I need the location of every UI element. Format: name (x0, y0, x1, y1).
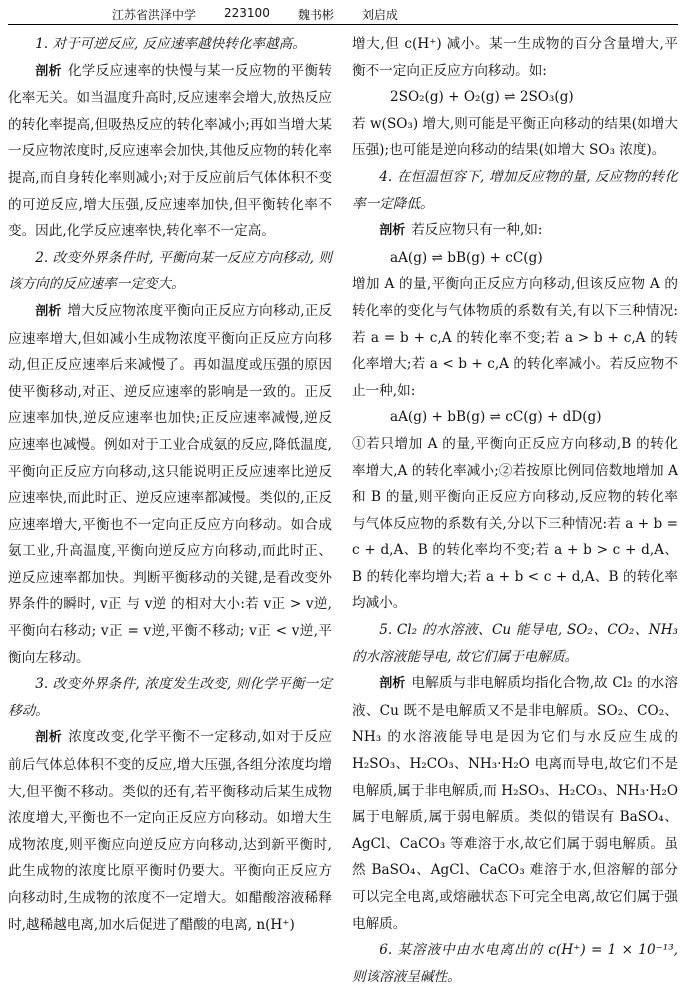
analysis-3-continued: 增大,但 c(H⁺) 减小。某一生成物的百分含量增大,平衡不一定向正反应方向移动。如: (352, 36, 678, 79)
statement-2: 2. 改变外界条件时, 平衡向某一反应方向移动, 则该方向的反应速率一定变大。 (8, 249, 332, 293)
analysis-text: 电解质与非电解质均指化合物,故 Cl₂ 的水溶液、Cu 既不是电解质又不是非电解质。SO₂、CO₂、NH₃ 的水溶液能导电是因为它们与水反应生成的 H₂SO₃、H₂CO₃、NH₃·H₂O 电离而导电,故它们不是电解质,属于非电解质,而 H₂SO₃、H₂CO₃、NH₃·H₂O 属于电解质,属于弱电解质。类似的错误有 BaSO₄、AgCl、CaCO₃ 等难溶于水,故它们属于弱电解质。虽然 BaSO₄、AgCl、CaCO₃ 难溶于水,但溶解的部分可以完全电离,或熔融状态下可完全电离,故它们属于强电解质。 (352, 675, 678, 932)
postal-code: 223100 (224, 6, 270, 20)
analysis-label: 剖析 (35, 63, 62, 79)
analysis-text: 浓度改变,化学平衡不一定移动,如对于反应前后气体总体积不变的反应,增大压强,各组分浓度均增大,但平衡不移动。类似的还有,若平衡移动后某生成物浓度增大,平衡也不一定向正反应方向移动。如增大生成物浓度,则平衡应向逆反应方向移动,达到新平衡时,此生成物的浓度比原平衡时仍要大。平衡向正反应方向移动时,生成物的浓度不一定增大。如醋酸溶液稀释时,越稀越电离,加水后促进了醋酸的电离, n(H⁺) (8, 729, 332, 933)
analysis-1 (8, 58, 332, 245)
school-name: 江苏省洪泽中学 (112, 8, 197, 22)
statement-5: 5. Cl₂ 的水溶液、Cu 能导电, SO₂、CO₂、NH₃ 的水溶液能导电, 故它们属于电解质。 (352, 622, 678, 665)
analysis-label: 剖析 (35, 303, 62, 319)
statement-3: 3. 改变外界条件, 浓度发生改变, 则化学平衡一定移动。 (8, 676, 332, 719)
author-name: 刘启成 (361, 8, 398, 22)
author-name: 魏书彬 (297, 8, 334, 22)
analysis-label: 剖析 (35, 730, 63, 746)
analysis-4-continued: 增加 A 的量,平衡向正反应方向移动,但该反应物 A 的转化率的变化与气体物质的系数有关,有以下三种情况:若 a = b + c,A 的转化率不变;若 a > b + c,A 的转化率增大;若 a < b + c,A 的转化率减小。若反应物不止一种,如: (352, 276, 678, 399)
header-rule (8, 24, 678, 25)
page-header (0, 6, 687, 24)
left-column (8, 31, 332, 938)
analysis-3-continued-2: 若 w(SO₃) 增大,则可能是平衡正向移动的结果(如增大压强);也可能是逆向移动的结果(如增大 SO₃ 浓度)。 (352, 115, 678, 159)
analysis-label: 剖析 (379, 223, 406, 239)
equation-two-reactants: aA(g) + bB(g) ⇌ cC(g) + dD(g) (390, 409, 602, 426)
right-column (352, 31, 678, 990)
statement-1: 1. 对于可逆反应, 反应速率越快转化率越高。 (35, 36, 306, 52)
analysis-2 (8, 298, 332, 671)
analysis-4-continued-2: ①若只增加 A 的量,平衡向正反应方向移动,B 的转化率增大,A 的转化率减小;②若按原比例同倍数地增加 A 和 B 的量,则平衡向正反应方向移动,反应物的转化率与气体反应物的系数有关,分以下三种情况:若 a + b = c + d,A、B 的转化率均不变;若 a + b > c + d,A、B 的转化率均增大;若 a + b < c + d,A、B 的转化率均减小。 (352, 435, 678, 612)
statement-6: 6. 某溶液中由水电离出的 c(H⁺) = 1 × 10⁻¹³, 则该溶液呈碱性。 (352, 942, 678, 985)
analysis-label: 剖析 (379, 676, 406, 692)
analysis-text: 增大反应物浓度平衡向正反应方向移动,正反应速率增大,但如减小生成物浓度平衡向正反应方向移动,但正反应速率后来减慢了。再如温度或压强的原因使平衡移动,对正、逆反应速率的影响是一致的。正反应速率加快,逆反应速率也加快;正反应速率减慢,逆反应速率也减慢。例如对于工业合成氨的反应,降低温度,平衡向正反应方向移动,这只能说明正反应速率比逆反应速率快,而此时正、逆反应速率都减慢。类似的,正反应速率增大,平衡也不一定向正反应方向移动。如合成氨工业,升高温度,平衡向逆反应方向移动,而此时正、逆反应速率都加快。判断平衡移动的关键,是看改变外界条件的瞬时, v正 与 v逆 的相对大小:若 v正 > v逆,平衡向右移动; v正 = v逆,平衡不移动; v正 < v逆,平衡向左移动。 (8, 302, 332, 666)
equation-single-reactant: aA(g) ⇌ bB(g) + cC(g) (390, 249, 543, 266)
analysis-5 (352, 670, 678, 937)
equation-so2: 2SO₂(g) + O₂(g) ⇌ 2SO₃(g) (390, 89, 574, 106)
analysis-text: 化学反应速率的快慢与某一反应物的平衡转化率无关。如当温度升高时,反应速率会增大,放热反应的转化率提高,但吸热反应的转化率减小;再如当增大某一反应物浓度时,反应速率会加快,其他反应物的转化率提高,而自身转化率则减小;对于反应前后气体体积不变的可逆反应,增大压强,反应速率加快,但平衡转化率不变。因此,化学反应速率快,转化率不一定高。 (8, 62, 332, 240)
analysis-4 (352, 217, 678, 245)
analysis-3 (8, 724, 332, 938)
analysis-text: 若反应物只有一种,如: (411, 222, 543, 239)
statement-4: 4. 在恒温恒容下, 增加反应物的量, 反应物的转化率一定降低。 (352, 168, 678, 212)
